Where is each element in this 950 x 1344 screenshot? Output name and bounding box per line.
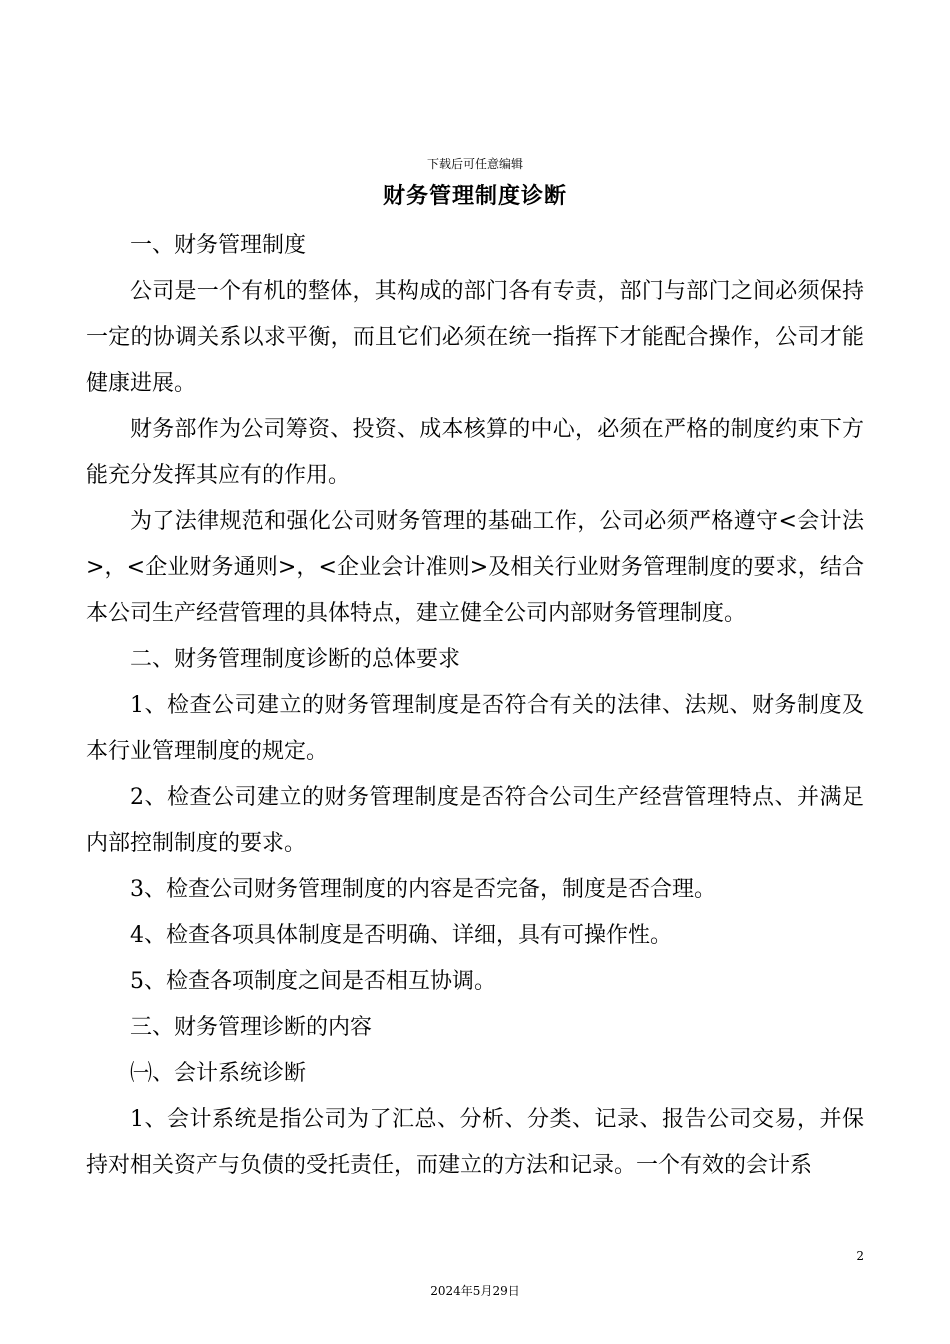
list-item: 4、检查各项具体制度是否明确、详细，具有可操作性。 (130, 923, 672, 948)
list-item: 2、检查公司建立的财务管理制度是否符合公司生产经营管理特点、并满足内部控制制度的要求。 (86, 785, 864, 856)
paragraph: 为了法律规范和强化公司财务管理的基础工作，公司必须严格遵守<会计法>，<企业财务通则>，<企业会计准则>及相关行业财务管理制度的要求，结合本公司生产经营管理的具体特点，建立健全公司内部财务管理制度。 (86, 509, 864, 626)
page-number: 2 (856, 1249, 864, 1263)
subsection-heading: ㈠、会计系统诊断 (130, 1061, 307, 1086)
section-heading-3: 三、财务管理诊断的内容 (130, 1015, 373, 1040)
list-item: 1、检查公司建立的财务管理制度是否符合有关的法律、法规、财务制度及本行业管理制度的规定。 (86, 693, 864, 764)
header-note: 下载后可任意编辑 (426, 157, 523, 171)
list-item: 1、会计系统是指公司为了汇总、分析、分类、记录、报告公司交易，并保持对相关资产与负债的受托责任，而建立的方法和记录。一个有效的会计系 (86, 1107, 864, 1178)
body-text (86, 223, 864, 1189)
page-title: 财务管理制度诊断 (382, 183, 567, 209)
paragraph: 财务部作为公司筹资、投资、成本核算的中心，必须在严格的制度约束下方能充分发挥其应有的作用。 (86, 417, 864, 488)
list-item: 5、检查各项制度之间是否相互协调。 (130, 969, 496, 994)
section-heading-2: 二、财务管理制度诊断的总体要求 (130, 647, 461, 672)
footer-date: 2024年5月29日 (430, 1284, 520, 1298)
list-item: 3、检查公司财务管理制度的内容是否完备，制度是否合理。 (130, 877, 716, 902)
section-heading-1: 一、财务管理制度 (130, 233, 307, 258)
paragraph: 公司是一个有机的整体，其构成的部门各有专责，部门与部门之间必须保持一定的协调关系以求平衡，而且它们必须在统一指挥下才能配合操作，公司才能健康进展。 (86, 279, 864, 396)
